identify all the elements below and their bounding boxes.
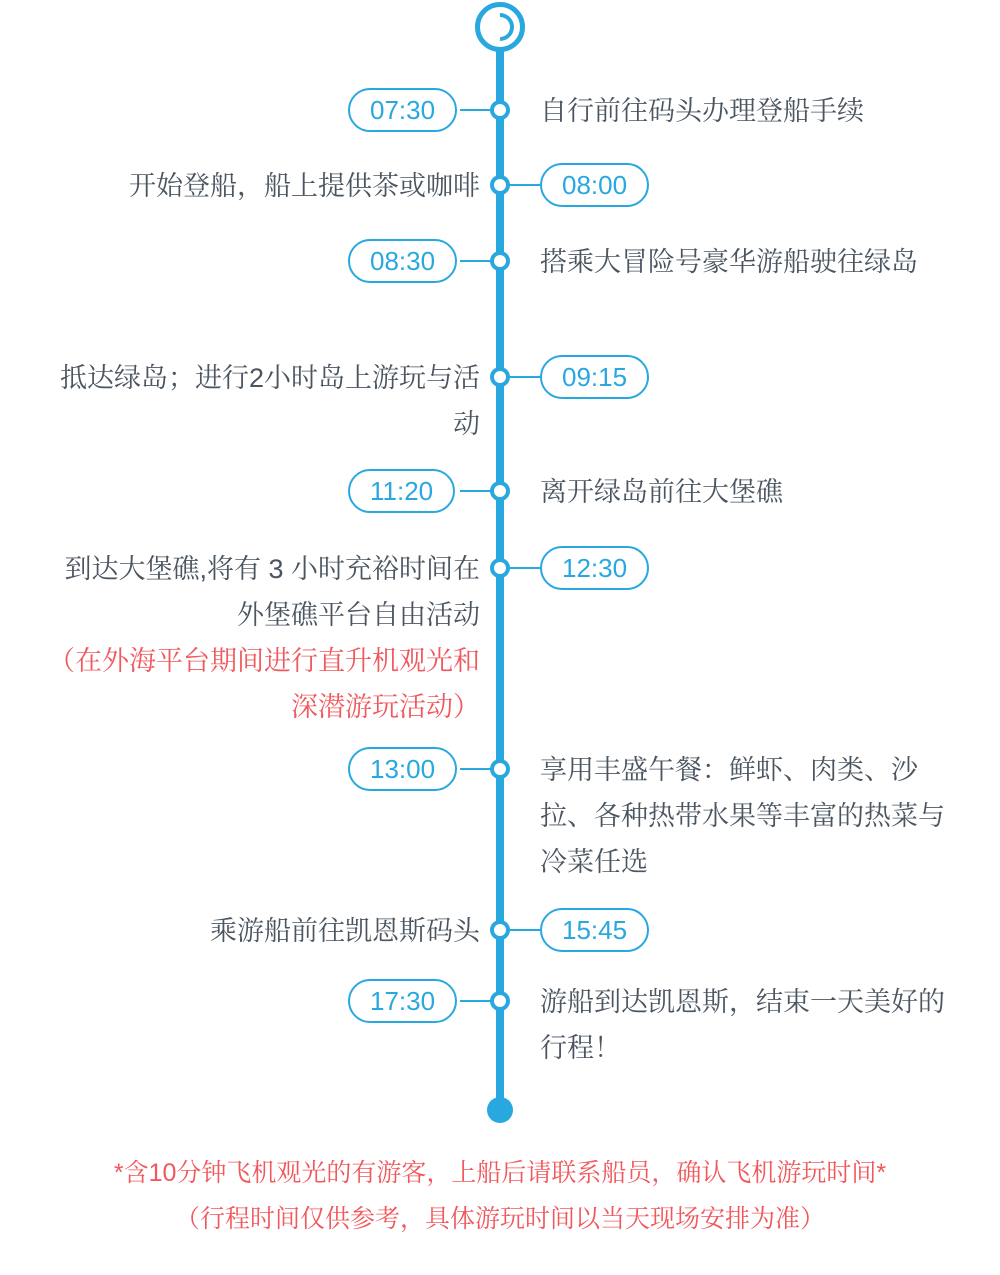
timeline-node-icon xyxy=(490,759,510,779)
footer-note-line-2: （行程时间仅供参考，具体游玩时间以当天现场安排为准） xyxy=(174,1205,825,1233)
timeline-time-7: 13:00 xyxy=(348,747,457,791)
timeline-time-4: 09:15 xyxy=(540,355,649,399)
timeline-node-icon xyxy=(490,920,510,940)
footer-note-line-1: *含10分钟飞机观光的有游客，上船后请联系船员，确认飞机游玩时间* xyxy=(113,1159,887,1187)
timeline-time-1: 07:30 xyxy=(348,88,457,132)
timeline-desc-8: 乘游船前往凯恩斯码头 xyxy=(210,916,480,946)
timeline-time-6: 12:30 xyxy=(540,546,649,590)
timeline-node-icon xyxy=(490,367,510,387)
timeline-node-icon xyxy=(490,251,510,271)
timeline-desc-7: 享用丰盛午餐：鲜虾、肉类、沙拉、各种热带水果等丰富的热菜与冷菜任选 xyxy=(540,755,945,877)
timeline-time-2: 08:00 xyxy=(540,163,649,207)
timeline-time-8: 15:45 xyxy=(540,908,649,952)
timeline-desc-6-note: （在外海平台期间进行直升机观光和深潜游玩活动） xyxy=(48,646,480,722)
timeline-time-9: 17:30 xyxy=(348,979,457,1023)
timeline-desc-5: 离开绿岛前往大堡礁 xyxy=(540,477,783,507)
timeline-node-icon xyxy=(490,100,510,120)
footer-notes xyxy=(0,1150,1000,1242)
timeline-time-5: 11:20 xyxy=(348,469,455,513)
timeline-node-icon xyxy=(490,558,510,578)
timeline-node-icon xyxy=(490,175,510,195)
timeline-desc-1: 自行前往码头办理登船手续 xyxy=(540,96,864,126)
timeline-node-icon xyxy=(490,991,510,1011)
timeline-time-3: 08:30 xyxy=(348,239,457,283)
timeline-desc-4: 抵达绿岛；进行2小时岛上游玩与活动 xyxy=(59,363,480,439)
timeline-desc-6: 到达大堡礁,将有 3 小时充裕时间在外堡礁平台自由活动 xyxy=(64,554,480,630)
timeline-node-icon xyxy=(490,481,510,501)
timeline-end-dot-icon xyxy=(487,1097,513,1123)
timeline-desc-9: 游船到达凯恩斯，结束一天美好的行程！ xyxy=(540,987,945,1063)
timeline-desc-3: 搭乘大冒险号豪华游船驶往绿岛 xyxy=(540,247,918,277)
timeline-desc-2: 开始登船，船上提供茶或咖啡 xyxy=(129,171,480,201)
